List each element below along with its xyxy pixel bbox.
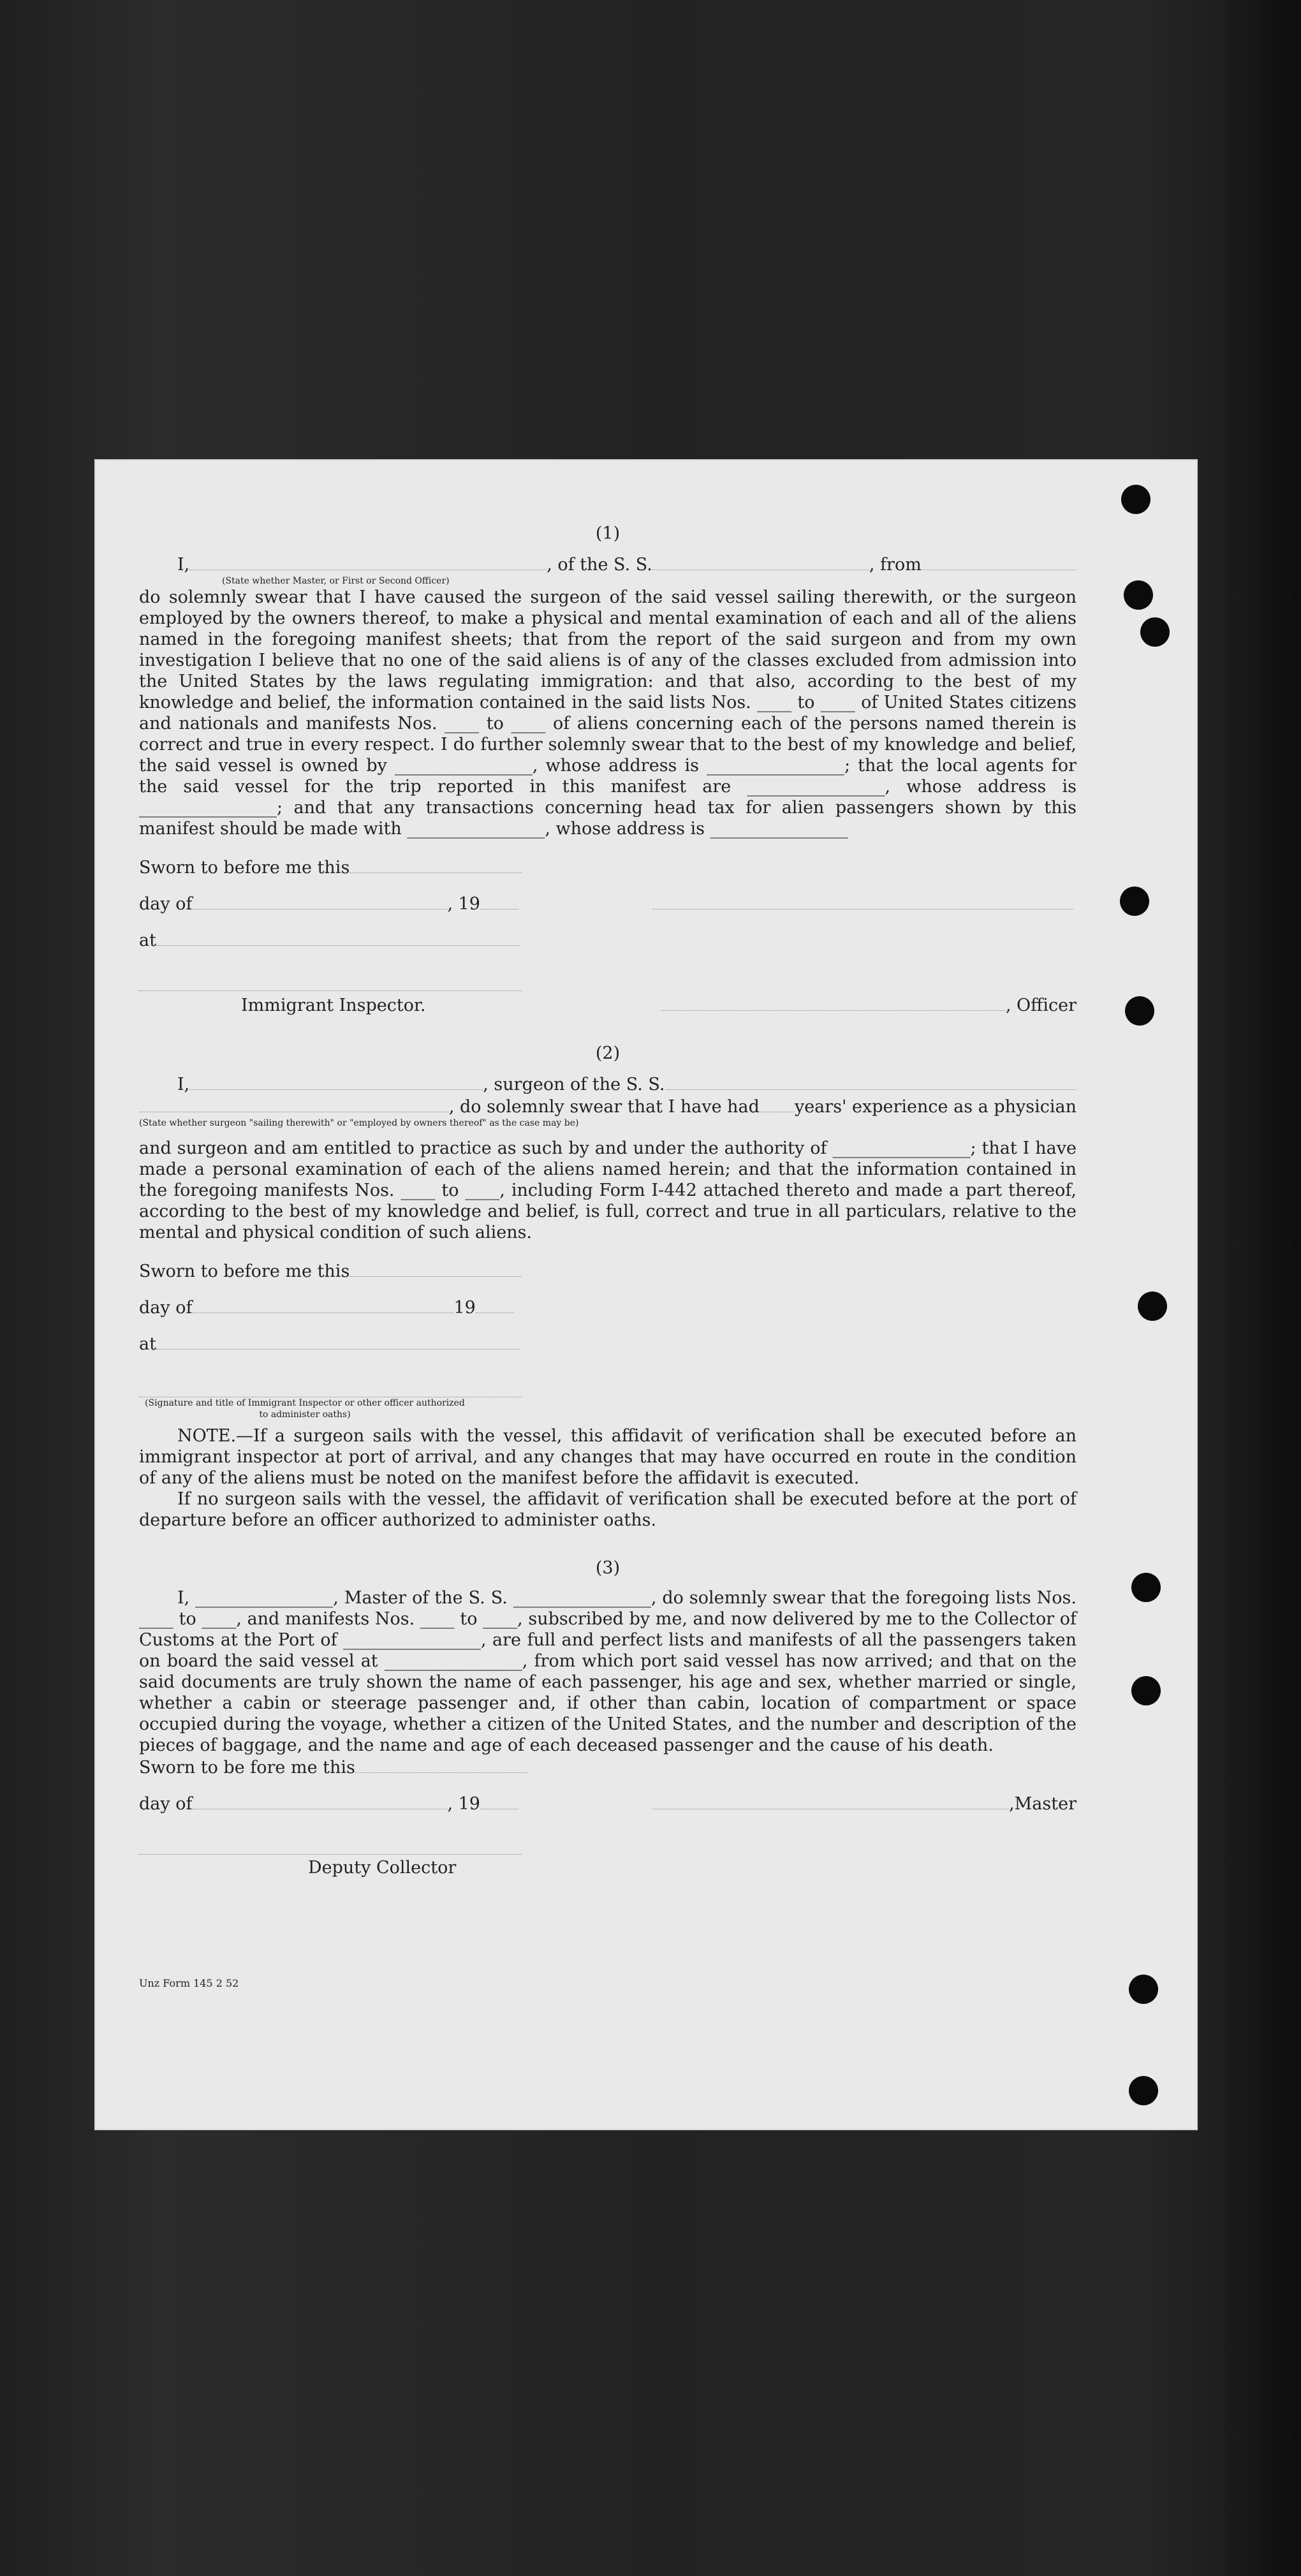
place-field[interactable]: [156, 1332, 520, 1350]
punch-hole: [1125, 996, 1154, 1026]
surgeon-name-field[interactable]: [189, 1073, 483, 1090]
punch-hole: [1129, 2076, 1158, 2105]
section-3-number: (3): [595, 1558, 621, 1578]
date-line-1: [139, 892, 1077, 915]
sworn-day-field[interactable]: [355, 1756, 527, 1773]
departure-port-field[interactable]: [922, 553, 1077, 570]
sworn-day-field[interactable]: [349, 1260, 522, 1277]
from-label: , from: [869, 555, 922, 575]
punch-hole: [1121, 485, 1150, 514]
section-2-oath-text: and surgeon and am entitled to practice as such by and under the authority of ________________; that I have made a personal examination of each of the aliens named herein; and that the information contained in the foregoing manifests Nos. ____ to ____, including Form I-442 attached thereto and made a part thereof, according to the best of my knowledge and belief, is full, correct and true in all particulars, relative to the mental and physical condition of such aliens.: [139, 1138, 1077, 1242]
day-of-label: day of: [139, 1298, 193, 1318]
section-1-number: (1): [595, 524, 621, 543]
at-line-1: [139, 929, 1077, 951]
sworn-line-1: [139, 856, 1077, 878]
date-line-2: [139, 1296, 1077, 1318]
year-label: , 19: [447, 1794, 480, 1814]
year-field[interactable]: [480, 892, 518, 909]
day-of-label: day of: [139, 1794, 193, 1814]
month-field[interactable]: [192, 1792, 447, 1809]
at-line-2: [139, 1332, 1077, 1355]
form-number: Unz Form 145 2 52: [139, 1977, 239, 1989]
deputy-title: Deputy Collector: [308, 1858, 457, 1878]
deputy-signature-field[interactable]: [139, 1837, 522, 1855]
officer-label: , Officer: [1005, 996, 1077, 1015]
punch-hole: [1131, 1676, 1161, 1705]
day-of-label: day of: [139, 894, 193, 914]
sworn-label: Sworn to before me this: [139, 1262, 350, 1281]
month-field[interactable]: [192, 892, 447, 909]
officer-signature-field[interactable]: [652, 892, 1073, 909]
note-2: If no surgeon sails with the vessel, the affidavit of verification shall be executed before at the port of departure before an officer authorized to administer oaths.: [139, 1489, 1077, 1530]
scanner-edge: [1224, 0, 1301, 2576]
sworn-label: Sworn to before me this: [139, 858, 350, 878]
punch-hole: [1140, 617, 1170, 647]
swear-label: , do solemnly swear that I have had: [448, 1097, 760, 1117]
pronoun-label: I,: [177, 555, 190, 575]
punch-hole: [1131, 1573, 1161, 1602]
document-page: [94, 459, 1198, 2130]
years-field[interactable]: [760, 1095, 795, 1112]
officer-hint: (State whether Master, or First or Second Officer): [222, 576, 450, 586]
date-line-3: [139, 1792, 1077, 1814]
place-field[interactable]: [156, 929, 520, 946]
punch-hole: [1120, 887, 1149, 916]
vessel-label: , of the S. S.: [547, 555, 652, 575]
pronoun-label: I,: [177, 1075, 190, 1094]
section-1-oath-text: do solemnly swear that I have caused the surgeon of the said vessel sailing therewith, or the surgeon employed by the owners thereof, to make a physical and mental examination of each and all of the aliens named in the foregoing manifest sheets; that from the report of the said surgeon and from my own investigation I believe that no one of the said aliens is of any of the classes excluded from admission into the United States by the laws regulating immigration: and that also, according to the best of my knowledge and belief, the information contained in the said lists Nos. ____ to ____ of United States citizens and nationals and manifests Nos. ____ to ____ of aliens concerning each of the persons named therein is correct and true in every respect. I do further solemnly swear that to the best of my knowledge and belief, the said vessel is owned by ________________, whose address is ________________; that the local agents for the said vessel for the trip reported in this manifest are ________________, whose address is ________________; and that any transactions concerning head tax for alien passengers shown by this manifest should be made with ________________, whose address is ________________: [139, 587, 1077, 839]
officer-name-field[interactable]: [189, 553, 547, 570]
section-2-number: (2): [595, 1043, 621, 1063]
inspector-title: Immigrant Inspector.: [241, 996, 426, 1015]
sworn-day-field[interactable]: [349, 856, 522, 873]
years-label: years' experience as a physician: [794, 1097, 1077, 1117]
sworn-line-3: [139, 1756, 1077, 1778]
surgeon-vessel-field[interactable]: [665, 1073, 1077, 1090]
year-field[interactable]: [476, 1296, 514, 1313]
form-body: [139, 523, 1077, 1878]
vessel-name-field[interactable]: [652, 553, 869, 570]
section-3-oath-text: I, ________________, Master of the S. S. ________________, do solemnly swear that the foregoing lists Nos. ____ to ____, and manifests Nos. ____ to ____, subscribed by me, and now delivered by me to the Collector of Customs at the Port of ________________, are full and perfect lists and manifests of all the passengers taken on board the said vessel at ________________, from which port said vessel has now arrived; and that on the said documents are truly shown the name of each passenger, his age and sex, whether married or single, whether a cabin or steerage passenger and, if other than cabin, location of compartment or space occupied during the voyage, whether a citizen of the United States, and the number and description of the pieces of baggage, and the name and age of each deceased passenger and the cause of his death.: [139, 1588, 1077, 1755]
officer-title-field[interactable]: [661, 994, 1006, 1011]
surgeon-vessel-label: , surgeon of the S. S.: [483, 1075, 665, 1094]
signature-hint: (Signature and title of Immigrant Inspector or other officer authorized to administer oaths): [145, 1398, 465, 1420]
inspector-signature-field[interactable]: [139, 974, 522, 991]
section-2-second-line: [139, 1095, 1077, 1117]
surgeon-hint: (State whether surgeon "sailing therewith" or "employed by owners thereof" as the case may be): [139, 1118, 579, 1128]
sworn-line-2: [139, 1260, 1077, 1282]
master-signature-field[interactable]: [652, 1792, 1009, 1809]
punch-hole: [1129, 1975, 1158, 2004]
surgeon-type-field[interactable]: [139, 1095, 449, 1112]
year-label: , 19: [447, 894, 480, 914]
inspector-row: [139, 994, 1077, 1016]
section-1-first-line: [139, 553, 1077, 575]
at-label: at: [139, 1334, 156, 1354]
sworn-label: Sworn to be fore me this: [139, 1758, 355, 1777]
at-label: at: [139, 931, 156, 950]
year-field[interactable]: [480, 1792, 518, 1809]
year-label: 19: [453, 1298, 476, 1318]
section-2-first-line: [139, 1073, 1077, 1095]
punch-hole: [1124, 580, 1153, 610]
master-label: ,Master: [1009, 1794, 1077, 1814]
note-1: NOTE.—If a surgeon sails with the vessel, this affidavit of verification shall be executed before an immigrant inspector at port of arrival, and any changes that may have occurred en route in the condition of any of the aliens must be noted on the manifest before the affidavit is executed.: [139, 1426, 1077, 1488]
month-field[interactable]: [192, 1296, 453, 1313]
authorized-signature-field[interactable]: [139, 1380, 522, 1397]
punch-hole: [1138, 1292, 1167, 1321]
